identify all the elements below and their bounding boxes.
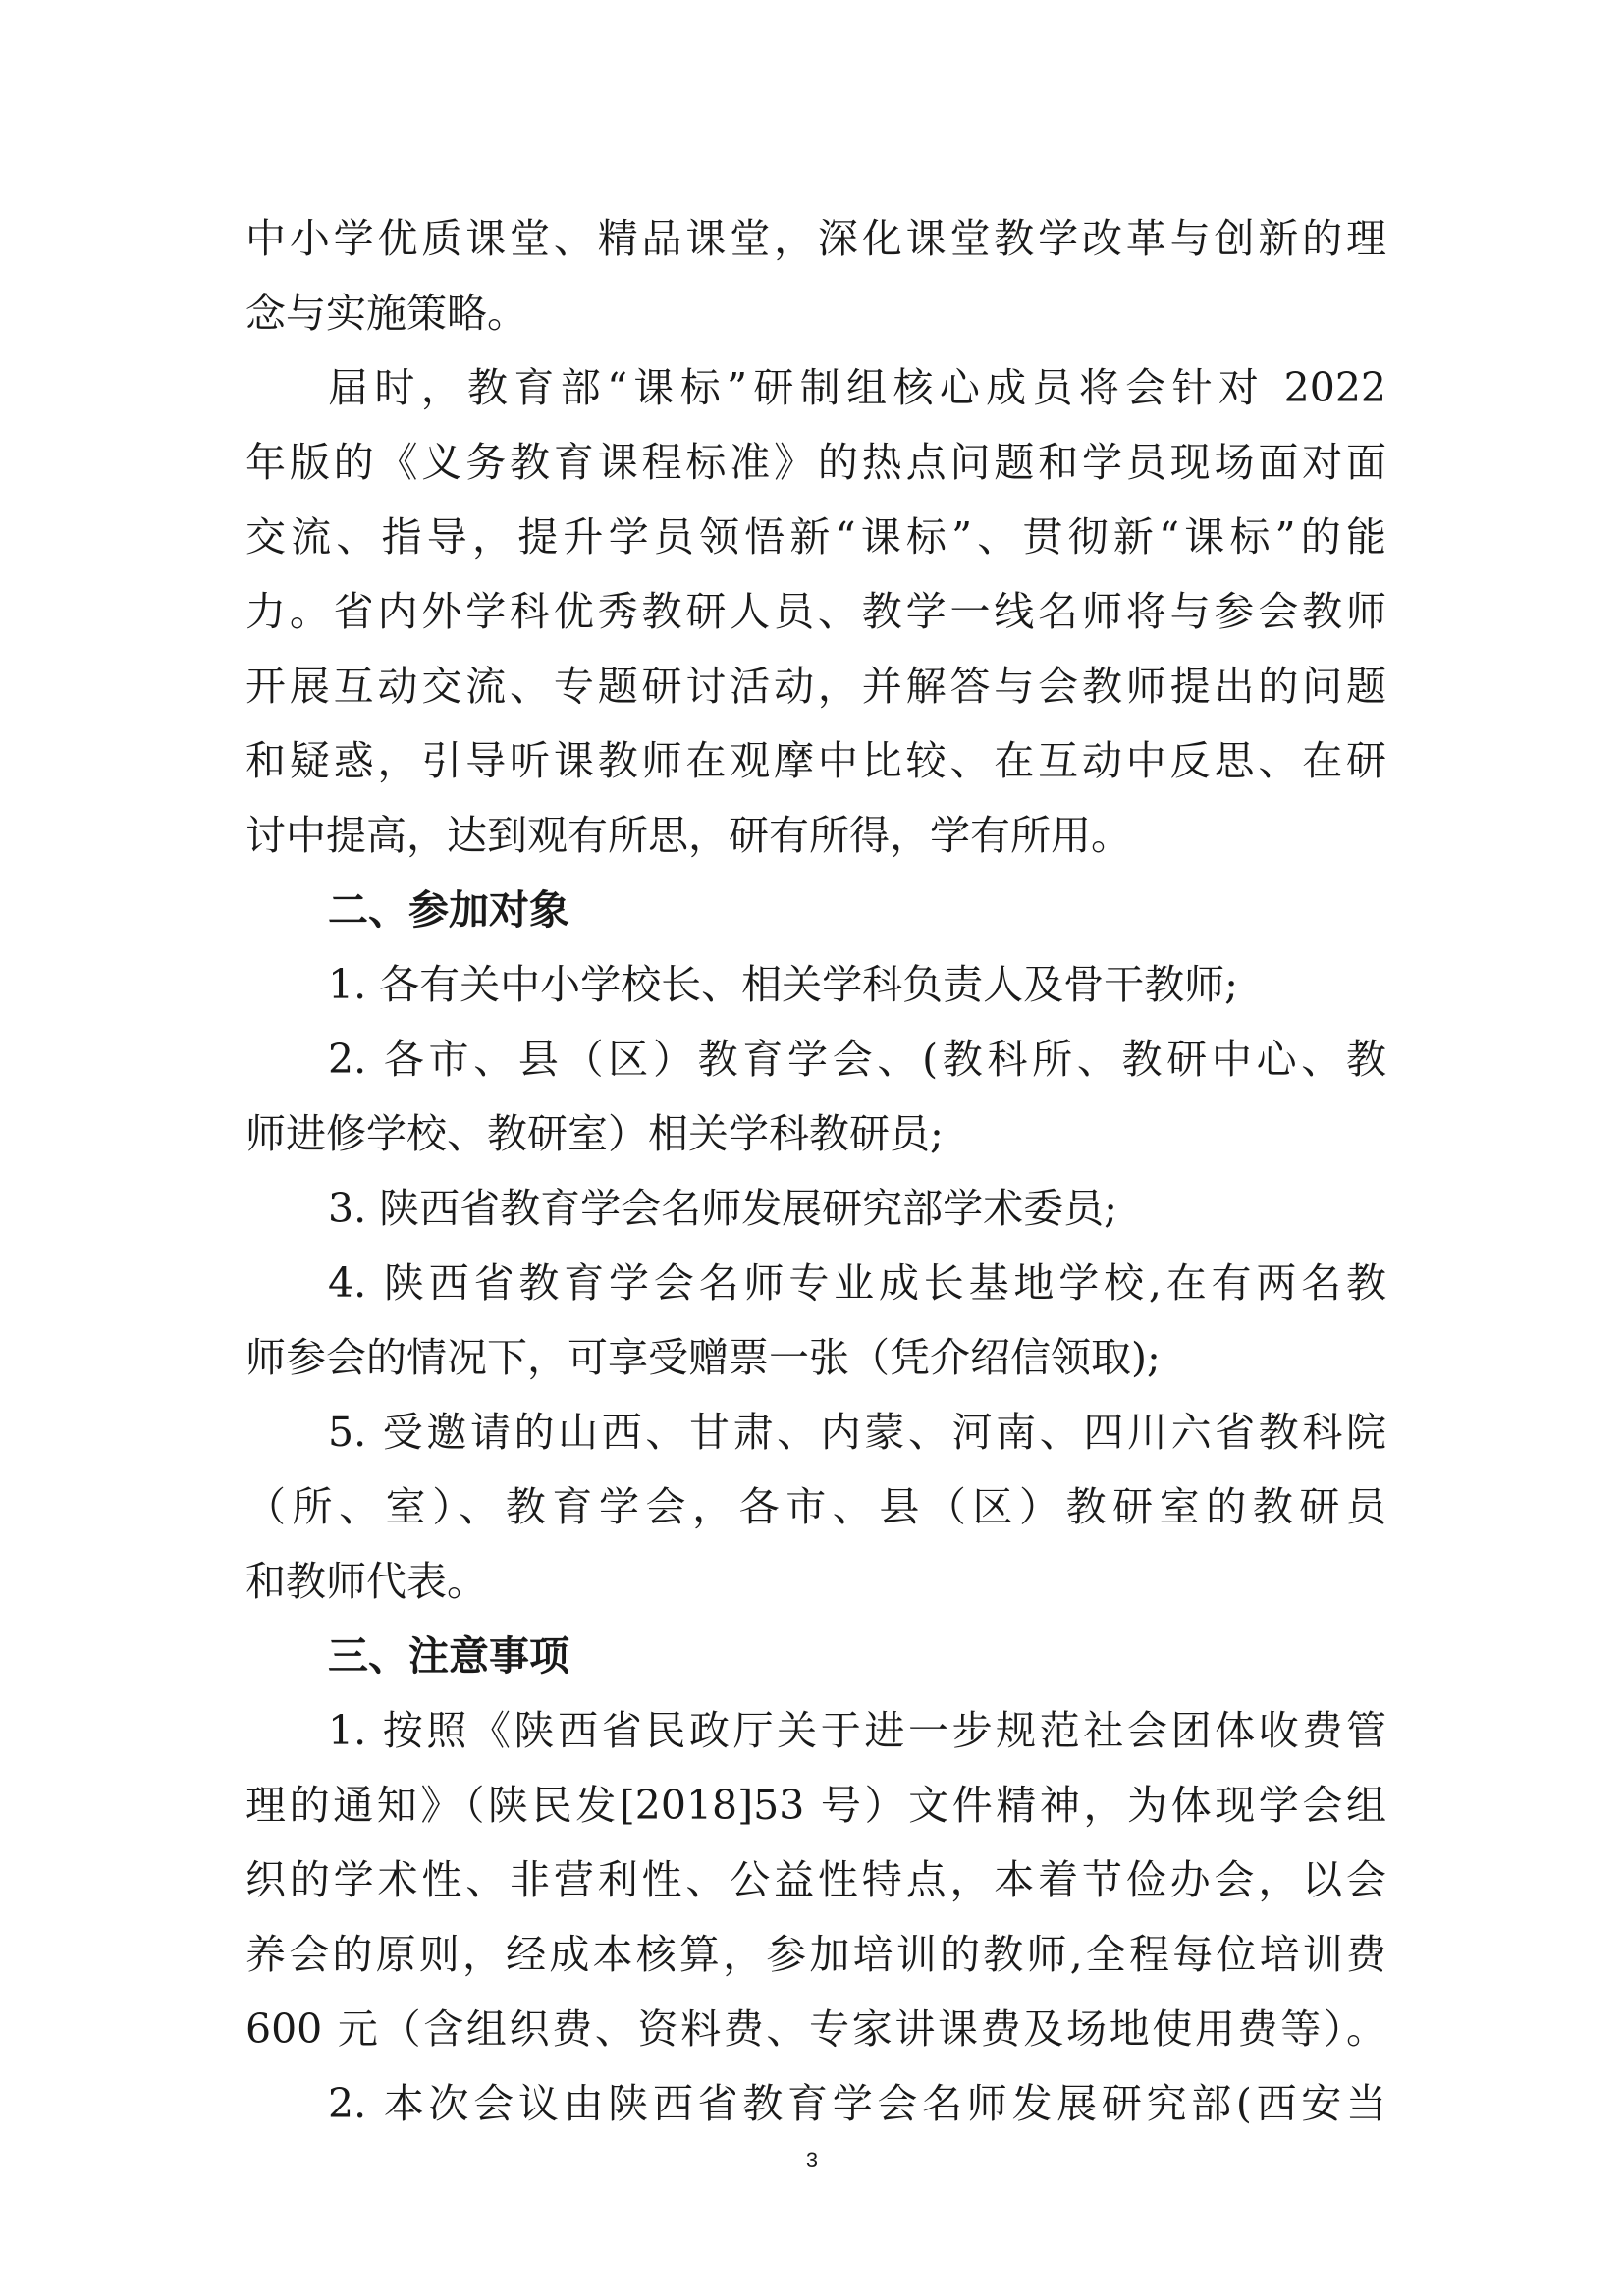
text-line: 1. 各有关中小学校长、相关学科负责人及骨干教师; [328,961,1238,1008]
text-line: 3. 陕西省教育学会名师发展研究部学术委员; [328,1185,1117,1232]
page-number: 3 [805,2148,819,2172]
text-line: 交流、指导，提升学员领悟新“课标”、贯彻新“课标”的能 [245,513,1386,561]
text-line: 4. 陕西省教育学会名师专业成长基地学校,在有两名教 [328,1259,1386,1307]
text-line: 念与实施策略。 [245,290,527,337]
text-line: 2. 各市、县（区）教育学会、(教科所、教研中心、教 [328,1036,1386,1083]
text-line: （所、室）、教育学会，各市、县（区）教研室的教研员 [245,1483,1386,1530]
text-line: 和教师代表。 [245,1558,487,1605]
text-line: 中小学优质课堂、精品课堂，深化课堂教学改革与创新的理 [245,215,1386,262]
text-line: 和疑惑，引导听课教师在观摩中比较、在互动中反思、在研 [245,737,1386,784]
text-line: 织的学术性、非营利性、公益性特点，本着节俭办会，以会 [245,1856,1386,1903]
text-line: 讨中提高，达到观有所思，研有所得，学有所用。 [245,812,1131,859]
text-line: 师进修学校、教研室）相关学科教研员; [245,1110,944,1157]
text-line: 2. 本次会议由陕西省教育学会名师发展研究部(西安当 [328,2080,1386,2127]
section-heading: 三、注意事项 [328,1632,569,1680]
text-line: 理的通知》（陕民发[2018]53 号）文件精神，为体现学会组 [245,1782,1386,1829]
text-line: 力。省内外学科优秀教研人员、教学一线名师将与参会教师 [245,588,1386,635]
text-line: 师参会的情况下，可享受赠票一张（凭介绍信领取); [245,1334,1161,1381]
text-line: 600 元（含组织费、资料费、专家讲课费及场地使用费等）。 [245,2005,1386,2053]
text-line: 5. 受邀请的山西、甘肃、内蒙、河南、四川六省教科院 [328,1409,1386,1456]
text-line: 年版的《义务教育课程标准》的热点问题和学员现场面对面 [245,439,1386,486]
text-line: 开展互动交流、专题研讨活动，并解答与会教师提出的问题 [245,663,1386,710]
text-line: 届时，教育部“课标”研制组核心成员将会针对 2022 [328,364,1386,411]
section-heading: 二、参加对象 [328,886,569,934]
document-body [245,201,1386,2141]
text-line: 养会的原则，经成本核算，参加培训的教师,全程每位培训费 [245,1931,1386,1978]
text-line: 1. 按照《陕西省民政厅关于进一步规范社会团体收费管 [328,1707,1386,1754]
